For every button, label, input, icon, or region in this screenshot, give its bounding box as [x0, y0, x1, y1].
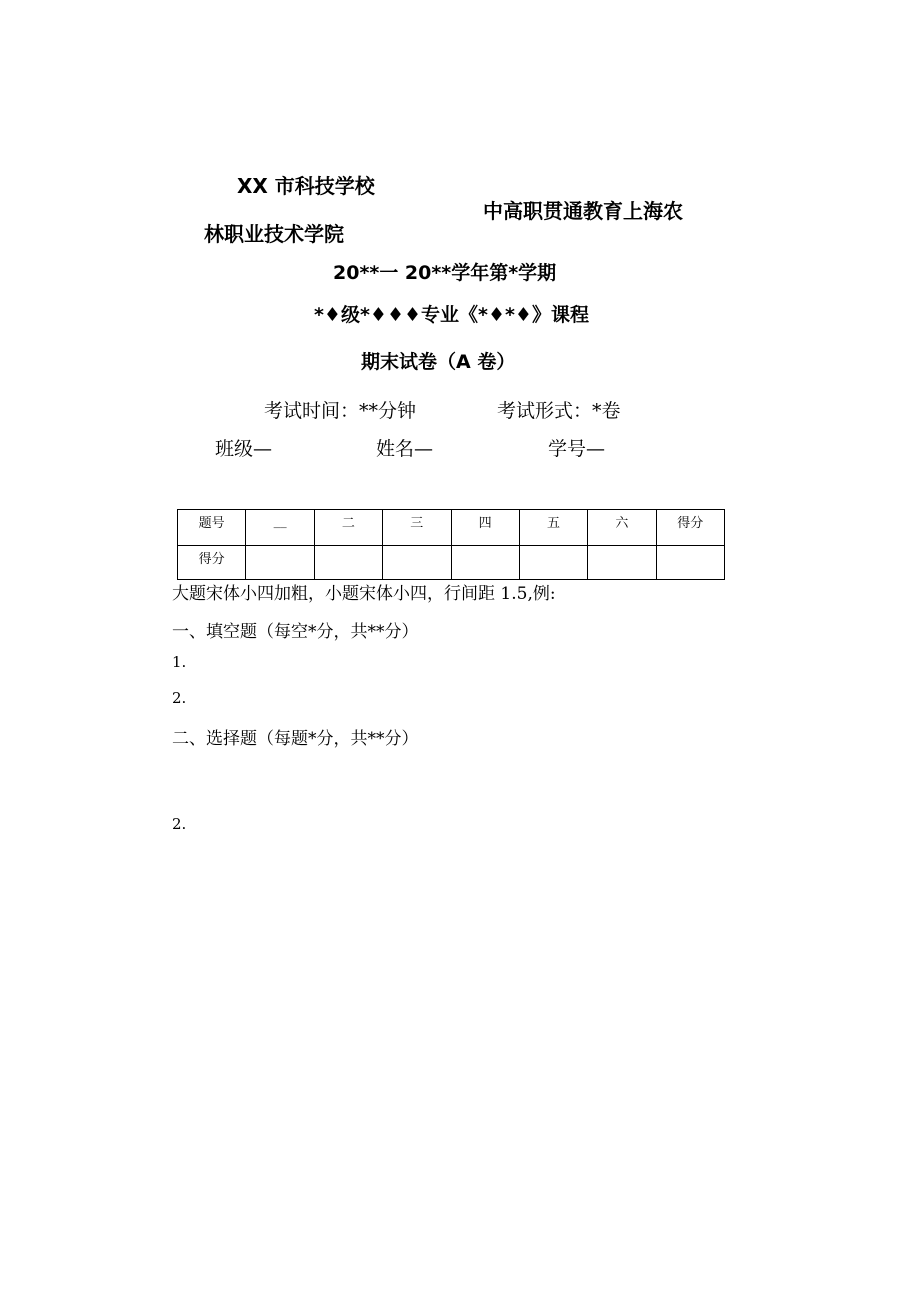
score-cell[interactable]: [519, 546, 587, 580]
school-name-line1: XX 市科技学校: [237, 174, 375, 198]
exam-duration: 考试时间：**分钟: [264, 400, 417, 422]
academic-term: 20**一 20**学年第*学期: [333, 262, 557, 284]
question-number: 1.: [172, 653, 187, 671]
course-title: *♦级*♦♦♦专业《*♦*♦》课程: [314, 304, 589, 326]
exam-title: 期末试卷（A 卷）: [361, 351, 516, 373]
question-number: 2.: [172, 815, 187, 833]
name-field[interactable]: 姓名—: [376, 438, 434, 460]
table-cell: __: [246, 510, 314, 546]
class-field[interactable]: 班级—: [215, 438, 273, 460]
table-cell: 三: [383, 510, 451, 546]
student-id-field[interactable]: 学号—: [548, 438, 606, 460]
table-cell: 四: [451, 510, 519, 546]
table-row-scores: [178, 546, 725, 580]
score-cell[interactable]: [656, 546, 724, 580]
table-cell: 得分: [656, 510, 724, 546]
score-cell[interactable]: [314, 546, 382, 580]
table-cell: 五: [519, 510, 587, 546]
table-cell: 六: [588, 510, 656, 546]
score-cell[interactable]: [246, 546, 314, 580]
score-table: [177, 509, 725, 580]
table-row-question-numbers: [178, 510, 725, 546]
score-cell[interactable]: [451, 546, 519, 580]
program-name-right: 中高职贯通教育上海农: [483, 199, 683, 223]
exam-format: 考试形式：*卷: [497, 400, 621, 422]
table-cell: 得分: [178, 546, 246, 580]
section-heading-fill-in: 一、填空题（每空*分，共**分）: [172, 622, 419, 642]
table-cell: 题号: [178, 510, 246, 546]
score-cell[interactable]: [588, 546, 656, 580]
question-number: 2.: [172, 689, 187, 707]
school-name-line2: 林职业技术学院: [204, 222, 344, 246]
table-cell: 二: [314, 510, 382, 546]
section-heading-multiple-choice: 二、选择题（每题*分，共**分）: [172, 729, 419, 749]
format-note: 大题宋体小四加粗，小题宋体小四，行间距 1.5,例:: [172, 584, 556, 604]
score-cell[interactable]: [383, 546, 451, 580]
